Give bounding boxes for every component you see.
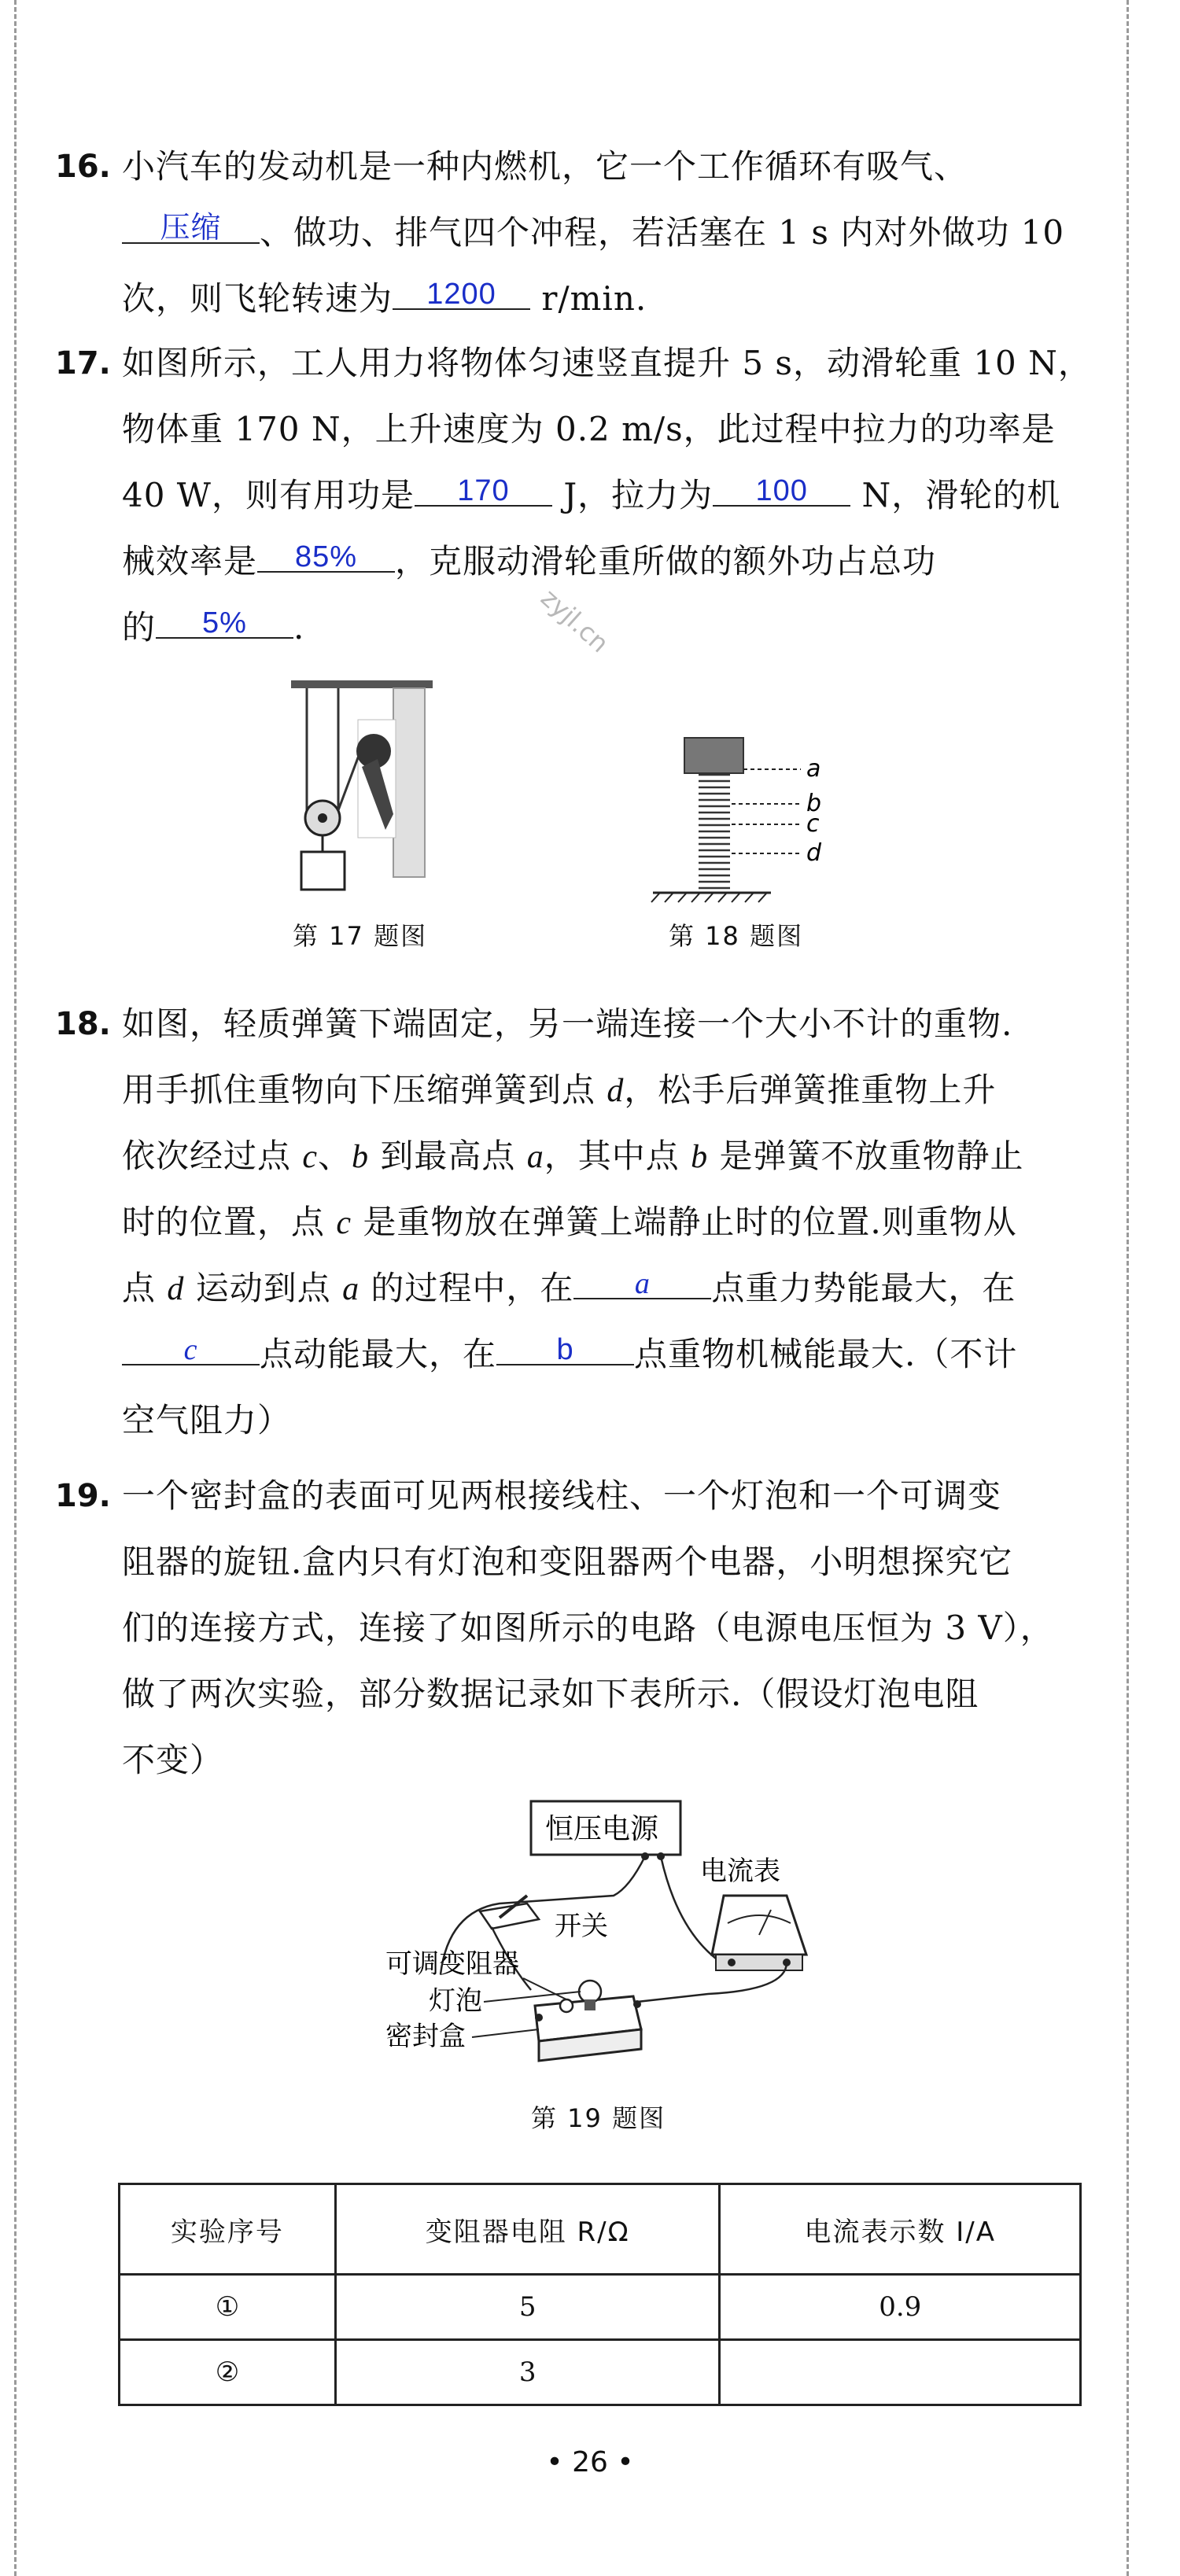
sealed-box-label: 密封盒 (385, 2021, 466, 2052)
answer-text: 100 (755, 474, 808, 507)
table-row (120, 2340, 1081, 2405)
table-row (120, 2275, 1081, 2340)
answer-blank[interactable] (122, 1328, 260, 1365)
figure-18-caption: 第 18 题图 (669, 921, 804, 951)
q18-line-5: 点 d 运动到点 a 的过程中，在 a 点重力势能最大，在 (122, 1255, 1016, 1322)
answer-text: 170 (457, 474, 510, 507)
figure-19-circuit (378, 1793, 818, 2092)
q18-line-1: 如图，轻质弹簧下端固定，另一端连接一个大小不计的重物. (122, 1004, 1013, 1043)
point-label-b: b (806, 790, 822, 817)
q17-line-3: 40 W，则有用功是 170 J，拉力为 100 N，滑轮的机 (122, 463, 1060, 529)
question-number: 18. (55, 1006, 111, 1042)
q19-line-2: 阻器的旋钮.盒内只有灯泡和变阻器两个电器，小明想探究它 (122, 1542, 1013, 1581)
switch-label: 开关 (555, 1911, 608, 1942)
table-cell: 3 (335, 2340, 720, 2405)
answer-text: a (634, 1267, 651, 1300)
q17-line-5: 的 5% . (122, 595, 304, 661)
q16-line-3: 次，则飞轮转速为 1200 r/min. (122, 266, 647, 332)
answer-text: c (183, 1333, 198, 1366)
answer-blank[interactable] (573, 1262, 711, 1299)
answer-text: 5% (202, 606, 247, 639)
rheostat-label: 可调变阻器 (385, 1948, 519, 1980)
point-label-a: a (806, 755, 821, 783)
table-header-cell: 实验序号 (120, 2184, 336, 2275)
q19-line-4: 做了两次实验，部分数据记录如下表所示.（假设灯泡电阻 (122, 1675, 979, 1713)
figure-17-caption: 第 17 题图 (293, 921, 428, 951)
power-supply-label: 恒压电源 (545, 1813, 659, 1845)
answer-blank[interactable] (257, 535, 395, 573)
question-number: 17. (55, 345, 111, 381)
q18-line-4: 时的位置，点 c 是重物放在弹簧上端静止时的位置.则重物从 (122, 1203, 1017, 1241)
answer-blank[interactable] (122, 206, 260, 244)
ammeter-label: 电流表 (700, 1856, 780, 1887)
question-number: 16. (55, 149, 111, 185)
figure-19-caption: 第 19 题图 (531, 2103, 666, 2133)
page-number: • 26 • (546, 2446, 634, 2478)
q17-line-2: 物体重 170 N，上升速度为 0.2 m/s，此过程中拉力的功率是 (122, 410, 1056, 448)
left-dashed-margin (14, 0, 17, 2576)
q18-line-2: 用手抓住重物向下压缩弹簧到点 d，松手后弹簧推重物上升 (122, 1071, 997, 1109)
q19-line-1: 一个密封盒的表面可见两根接线柱、一个灯泡和一个可调变 (122, 1476, 1002, 1515)
right-dashed-margin (1127, 0, 1129, 2576)
answer-blank[interactable] (393, 272, 530, 310)
answer-blank[interactable] (415, 469, 552, 507)
q19-line-5: 不变） (122, 1741, 224, 1779)
table-cell: 5 (335, 2275, 720, 2340)
answer-blank[interactable] (496, 1328, 634, 1365)
q18-line-3: 依次经过点 c、b 到最高点 a，其中点 b 是弹簧不放重物静止 (122, 1137, 1024, 1175)
watermark: zyjl.cn (535, 582, 615, 659)
q19-line-3: 们的连接方式，连接了如图所示的电路（电源电压恒为 3 V）， (122, 1609, 1054, 1647)
table-header-cell: 变阻器电阻 R/Ω (335, 2184, 720, 2275)
bulb-label: 灯泡 (429, 1985, 482, 2017)
answer-blank[interactable] (156, 601, 293, 639)
table-cell: ② (120, 2340, 336, 2405)
figure-17-pulley (275, 673, 441, 901)
table-cell: 0.9 (720, 2275, 1081, 2340)
point-label-c: c (806, 810, 820, 838)
data-table (118, 2183, 1082, 2406)
answer-blank[interactable] (713, 469, 850, 507)
table-header-row (120, 2184, 1081, 2275)
point-label-d: d (806, 839, 822, 867)
q17-line-1: 如图所示，工人用力将物体匀速竖直提升 5 s，动滑轮重 10 N， (122, 344, 1092, 382)
table-cell: ① (120, 2275, 336, 2340)
q17-line-4: 械效率是 85% ，克服动滑轮重所做的额外功占总功 (122, 529, 936, 595)
answer-text: 85% (294, 540, 358, 573)
answer-text: 1200 (426, 278, 496, 311)
answer-text: b (556, 1333, 574, 1366)
answer-text: 压缩 (160, 212, 222, 245)
table-cell[interactable] (720, 2340, 1081, 2405)
q18-line-6: c 点动能最大，在 b 点重物机械能最大.（不计 (122, 1321, 1017, 1388)
q16-line-1: 小汽车的发动机是一种内燃机，它一个工作循环有吸气、 (122, 147, 968, 186)
q16-line-2: 压缩 、做功、排气四个冲程，若活塞在 1 s 内对外做功 10 (122, 200, 1064, 266)
table-header-cell: 电流表示数 I/A (720, 2184, 1081, 2275)
q18-line-7: 空气阻力） (122, 1401, 292, 1439)
question-number: 19. (55, 1478, 111, 1514)
figure-18-spring (645, 732, 850, 905)
